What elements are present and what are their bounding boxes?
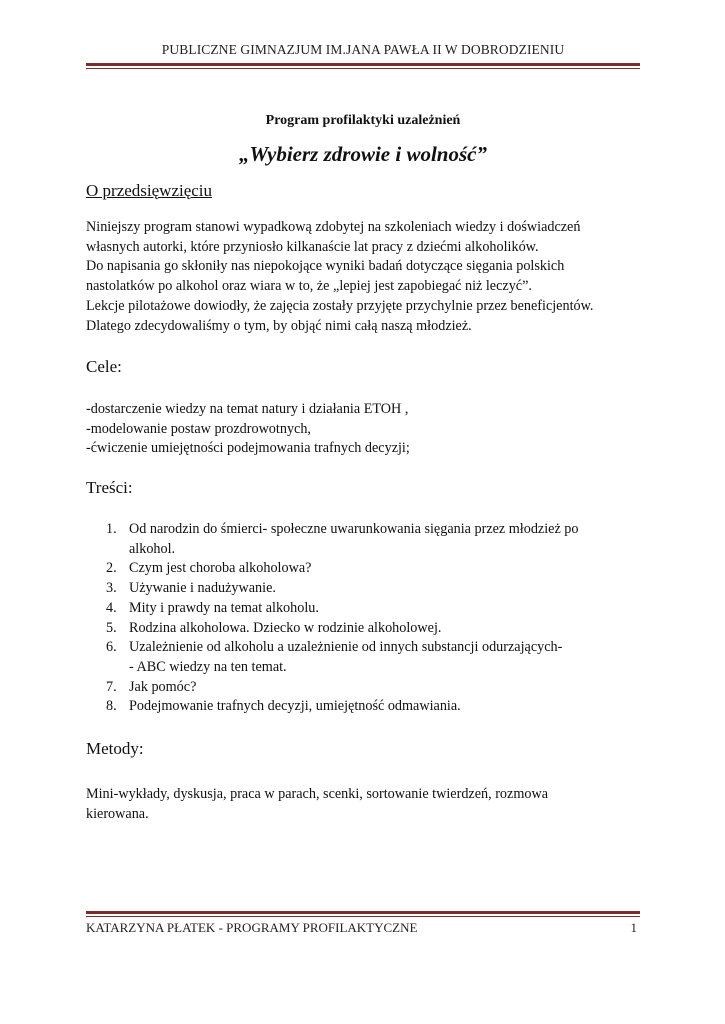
list-item	[86, 697, 646, 717]
list-text-continuation: alkohol.	[129, 540, 176, 557]
goal-item: -modelowanie postaw prozdrowotnych,	[86, 420, 311, 437]
methods-paragraph	[86, 785, 646, 824]
list-item	[86, 579, 646, 599]
list-text: Rodzina alkoholowa. Dziecko w rodzinie alkoholowej.	[129, 619, 442, 636]
about-line: własnych autorki, które przyniosło kilkanaście lat pracy z dziećmi alkoholików.	[86, 238, 539, 255]
list-number: 5.	[106, 619, 117, 636]
list-number: 8.	[106, 698, 117, 715]
header-rule	[86, 63, 640, 69]
about-line: Dlatego zdecydowaliśmy o tym, by objąć nimi całą naszą młodzież.	[86, 317, 472, 334]
contents-heading: Treści:	[86, 478, 133, 497]
list-number: 2.	[106, 560, 117, 577]
contents-list	[86, 520, 646, 717]
list-text: Używanie i nadużywanie.	[129, 580, 276, 597]
page-header: PUBLICZNE GIMNAZJUM IM.JANA PAWŁA II W DOBRODZIENIU	[161, 42, 565, 57]
list-number: 7.	[106, 678, 117, 695]
list-text: Mity i prawdy na temat alkoholu.	[129, 599, 319, 616]
methods-line: Mini-wykłady, dyskusja, praca w parach, scenki, sortowanie twierdzeń, rozmowa	[86, 786, 548, 802]
goal-item: -dostarczenie wiedzy na temat natury i działania ETOH ,	[86, 401, 409, 417]
list-item	[86, 559, 646, 579]
page-footer	[86, 920, 640, 936]
about-line: Niniejszy program stanowi wypadkową zdobytej na szkoleniach wiedzy i doświadczeń	[86, 219, 581, 235]
footer-rule	[86, 911, 640, 917]
list-text: Czym jest choroba alkoholowa?	[129, 560, 312, 577]
methods-line: kierowana.	[86, 805, 149, 822]
goals-heading: Cele:	[86, 357, 122, 376]
list-number: 3.	[106, 580, 117, 597]
goal-item: -ćwiczenie umiejętności podejmowania trafnych decyzji;	[86, 440, 410, 457]
about-paragraph	[86, 218, 646, 336]
list-number: 1.	[106, 521, 117, 537]
footer-text: KATARZYNA PŁATEK - PROGRAMY PROFILAKTYCZNE	[86, 920, 418, 935]
list-text: Od narodzin do śmierci- społeczne uwarunkowania sięgania przez młodzież po	[129, 521, 579, 537]
list-text: Podejmowanie trafnych decyzji, umiejętność odmawiania.	[129, 698, 461, 715]
document-title: „Wybierz zdrowie i wolność”	[239, 142, 487, 166]
list-item	[86, 619, 646, 639]
list-item	[86, 520, 646, 559]
document-subtitle: Program profilaktyki uzależnień	[265, 113, 461, 128]
page-number: 1	[630, 920, 637, 935]
methods-heading: Metody:	[86, 739, 144, 758]
list-number: 4.	[106, 599, 117, 616]
about-line: Do napisania go skłoniły nas niepokojące wyniki badań dotyczące sięgania polskich	[86, 258, 565, 275]
list-item	[86, 678, 646, 698]
list-item	[86, 599, 646, 619]
list-number: 6.	[106, 639, 117, 656]
goals-list	[86, 400, 646, 459]
list-text-continuation: - ABC wiedzy na ten temat.	[129, 658, 287, 675]
about-line: nastolatków po alkohol oraz wiara w to, że „lepiej jest zapobiegać niż leczyć”.	[86, 278, 532, 295]
list-text: Jak pomóc?	[129, 678, 197, 695]
list-item	[86, 638, 646, 677]
about-line: Lekcje pilotażowe dowiodły, że zajęcia zostały przyjęte przychylnie przez beneficjentów.	[86, 297, 594, 314]
about-heading: O przedsięwzięciu	[86, 181, 213, 200]
list-text: Uzależnienie od alkoholu a uzależnienie od innych substancji odurzających-	[129, 639, 563, 656]
